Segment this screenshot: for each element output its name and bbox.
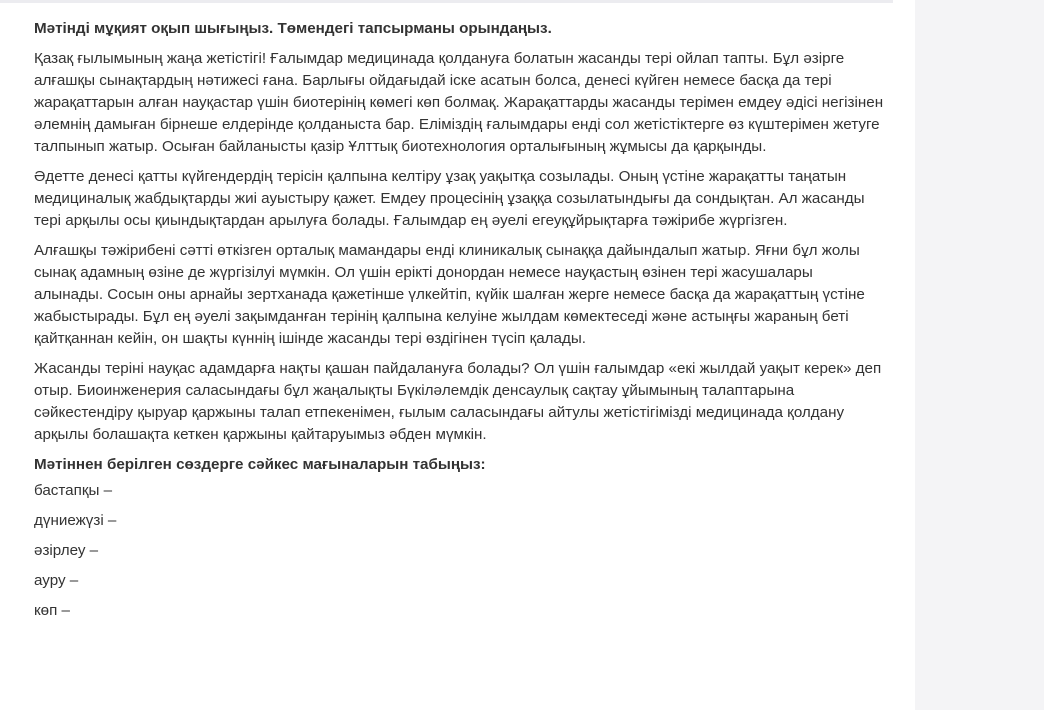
- task-subheading: Мәтіннен берілген сөздерге сәйкес мағыналарын табыңыз:: [34, 456, 486, 473]
- right-sidebar: [915, 0, 1044, 710]
- word-list: [34, 476, 884, 626]
- paragraph-4: Жасанды теріні науқас адамдарға нақты қашан пайдалануға болады? Ол үшін ғалымдар «екі жылдай уақыт керек» деп отыр. Биоинженерия саласындағы бұл жаңалықты Бүкіләлемдік денсаулық сақтау ұйымының талаптарына сәйкестендіру қыруар қаржыны талап етпекенімен, ғылым саласындағы айтулы жетістігімізді медицинада қолдану арқылы болашақта кеткен қаржыны қайтаруымыз әбден мүмкін.: [34, 360, 882, 443]
- word-item: әзірлеу –: [34, 542, 99, 559]
- word-item: көп –: [34, 602, 70, 619]
- word-item: ауру –: [34, 572, 79, 589]
- task-heading: Мәтінді мұқият оқып шығыңыз. Төмендегі тапсырманы орындаңыз.: [34, 20, 552, 37]
- paragraph-1: Қазақ ғылымының жаңа жетістігі! Ғалымдар медицинада қолдануға болатын жасанды тері ойлап тапты. Бұл әзірге алғашқы сынақтардың нәтижесі ғана. Барлығы ойдағыдай іске асатын болса, денесі күйген немесе басқа да тері жарақаттарын алған науқастар үшін биотерінің көмегі көп болмақ. Жарақаттарды жасанды терімен емдеу әдісі негізінен әлемнің дамыған бірнеше елдерінде қолданыста бар. Еліміздің ғалымдары енді сол жетістіктерге өз күштерімен жетуге талпынып жатыр. Осыған байланысты қазір Ұлттық биотехнология орталығының жұмысы да қарқынды.: [34, 50, 884, 155]
- paragraph-2: Әдетте денесі қатты күйгендердің терісін қалпына келтіру ұзақ уақытқа созылады. Оның үстіне жарақатты таңатын медициналық жабдықтарды жиі ауыстыру қажет. Емдеу процесінің ұзаққа созылатындығы да сондықтан. Ал жасанды тері арқылы осы қиындықтардан арылуға болады. Ғалымдар ең әуелі егеуқұйрықтарға тәжірибе жүргізген.: [34, 168, 865, 229]
- task-content: [34, 18, 884, 626]
- word-item: дүниежүзі –: [34, 512, 117, 529]
- paragraph-3: Алғашқы тәжірибені сәтті өткізген орталық мамандары енді клиникалық сынаққа дайындалып жатыр. Яғни бұл жолы сынақ адамның өзіне де жүргізілуі мүмкін. Ол үшін ерікті донордан немесе науқастың өзінен тері жасушалары алынады. Сосын оны арнайы зертханада қажетінше үлкейтіп, күйік шалған жерге немесе басқа да жарақаттың үстіне жабыстырады. Бұл ең әуелі зақымданған терінің қалпына келуіне жылдам көмектеседі және астыңғы жараның беті қайтқаннан кейін, он шақты күннің ішінде жасанды тері өздігінен түсіп қалады.: [34, 242, 865, 347]
- word-item: бастапқы –: [34, 482, 113, 499]
- top-divider: [0, 0, 893, 3]
